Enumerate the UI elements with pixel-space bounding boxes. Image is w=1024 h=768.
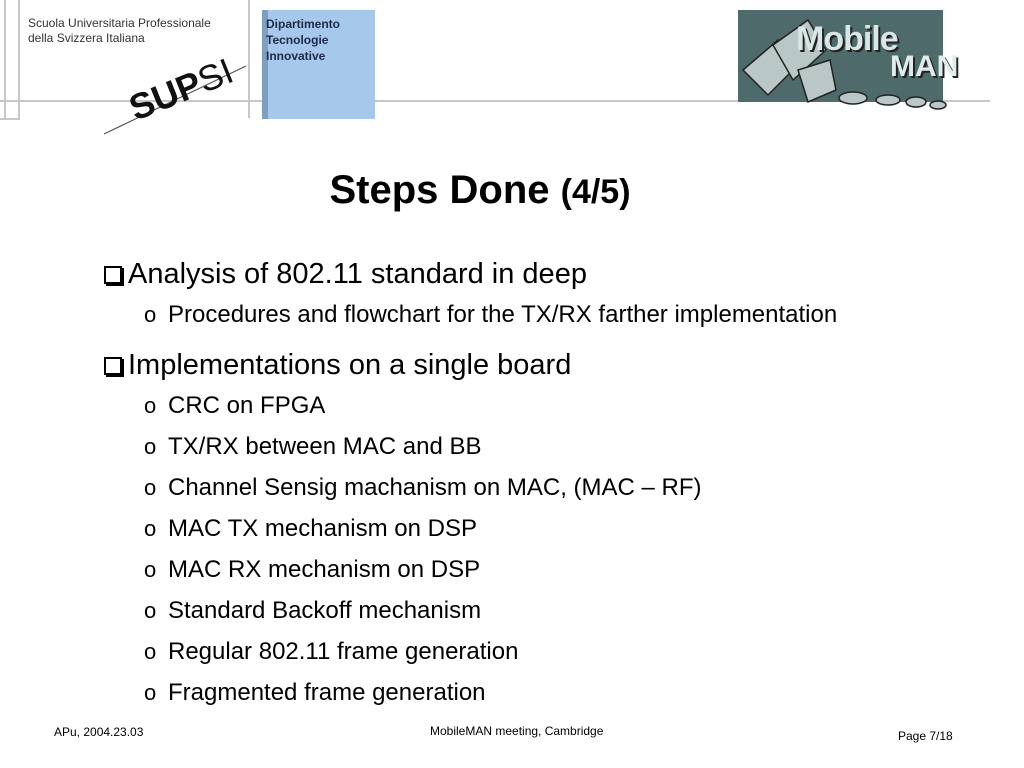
circle-bullet-icon: o [144,475,157,500]
circle-bullet-icon: o [144,516,157,541]
mobileman-logo-word2: MAN [890,50,959,83]
sub-bullet-item [102,672,1002,713]
circle-bullet-icon: o [144,393,157,418]
bullet-text: Analysis of 802.11 standard in deep [128,258,587,290]
circle-bullet-icon: o [144,434,157,459]
sub-bullet-item [102,549,1002,590]
bullet-list [102,254,1002,713]
slide-title-main: Steps Done [329,168,550,212]
sub-bullet-item [102,590,1002,631]
sub-bullet-text: Channel Sensig machanism on MAC, (MAC – RF) [168,474,702,501]
header-rule [0,118,20,120]
bullet-text: Implementations on a single board [128,349,572,381]
school-name-line2: della Svizzera Italiana [28,31,145,45]
footer-center: MobileMAN meeting, Cambridge [430,724,604,738]
bullet-item [102,254,1002,294]
sub-bullet-text: Standard Backoff mechanism [168,597,482,624]
school-name-line1: Scuola Universitaria Professionale [28,16,211,30]
footer-page-number: Page 7/18 [898,729,953,743]
svg-text:SUP: SUP [123,62,208,129]
sub-bullet-text: Regular 802.11 frame generation [168,638,519,665]
slide-title-suffix: (4/5) [560,173,631,211]
mobileman-logo-word1: Mobile [796,20,898,58]
sub-bullet-item [102,294,1002,335]
slide-title [0,168,960,213]
checkbox-bullet-icon [104,266,122,284]
sub-bullet-text: Fragmented frame generation [168,679,486,706]
department-name: Dipartimento Tecnologie Innovative [266,17,341,63]
sub-bullet-text: TX/RX between MAC and BB [168,433,482,460]
circle-bullet-icon: o [144,557,157,582]
circle-bullet-icon: o [144,639,157,664]
circle-bullet-icon: o [144,598,157,623]
sub-bullet-item [102,467,1002,508]
svg-text:SI: SI [191,49,239,101]
checkbox-bullet-icon [104,357,122,375]
sub-bullet-item [102,508,1002,549]
sub-bullet-item [102,631,1002,672]
circle-bullet-icon: o [144,680,157,705]
supsi-logo [100,36,250,136]
sub-bullet-item [102,426,1002,467]
circle-bullet-icon: o [144,302,157,327]
sub-bullet-item [102,385,1002,426]
footer-left: APu, 2004.23.03 [54,725,144,739]
bullet-item [102,345,1002,385]
sub-bullet-text: Procedures and flowchart for the TX/RX farther implementation [168,301,838,328]
slide-header [0,0,1024,140]
sub-bullet-text: MAC RX mechanism on DSP [168,556,481,583]
sub-bullet-text: CRC on FPGA [168,392,326,419]
sub-bullet-text: MAC TX mechanism on DSP [168,515,477,542]
